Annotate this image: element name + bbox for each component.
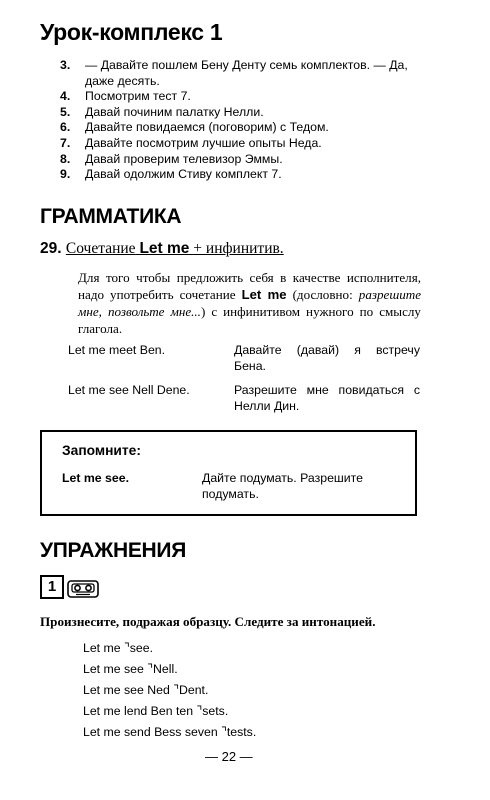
item-number: 5.: [60, 104, 71, 119]
list-item: [60, 136, 432, 152]
item-number: 3.: [60, 58, 71, 72]
item-text: Давай одолжим Стиву комплект 7.: [85, 167, 282, 182]
list-item: [60, 58, 432, 89]
example-en: Let me meet Ben.: [68, 343, 166, 357]
remember-en: Let me see.: [62, 471, 129, 485]
intonation-mark: ⌝: [173, 683, 179, 697]
topic-bold: Let me: [139, 240, 190, 257]
intonation-mark: ⌝: [196, 704, 203, 718]
item-number: 4.: [60, 89, 71, 104]
drill-item: [83, 725, 256, 739]
remember-title: Запомните:: [62, 443, 141, 458]
topic-number: 29.: [40, 240, 62, 257]
grammar-topic: [40, 240, 284, 258]
phrase-list: [60, 58, 432, 183]
item-text: Давай починим палатку Нелли.: [85, 104, 264, 119]
topic-rest: + инфинитив.: [193, 240, 284, 257]
list-item: [60, 89, 432, 105]
intonation-mark: ⌝: [124, 641, 130, 655]
list-item: [60, 105, 432, 121]
item-text: Посмотрим тест 7.: [85, 89, 191, 104]
cassette-icon: [67, 580, 99, 598]
intonation-mark: ⌝: [221, 725, 227, 739]
drill-stressed: see.: [129, 641, 154, 655]
intonation-mark: ⌝: [147, 662, 154, 676]
item-text: Давай проверим телевизор Эммы.: [85, 151, 283, 166]
remember-box: [40, 430, 417, 516]
item-number: 6.: [60, 120, 71, 135]
exercise-instruction: Произнесите, подражая образцу. Следите за интонацией.: [40, 614, 376, 629]
topic-text: Сочетание: [65, 240, 136, 257]
page-number: — 22 —: [205, 749, 253, 764]
item-number: 7.: [60, 135, 71, 150]
drill-item: [83, 704, 228, 718]
exercise-number: 1: [40, 575, 64, 599]
example-ru: Давайте (давай) я встречу Бена.: [234, 343, 420, 373]
para-italic: разрешите мне, позвольте мне...: [78, 287, 422, 319]
item-number: 8.: [60, 151, 71, 166]
topic-title: [66, 240, 284, 257]
grammar-heading: ГРАММАТИКА: [40, 205, 182, 228]
exercises-heading: УПРАЖНЕНИЯ: [40, 539, 186, 562]
drill-text: Let me send Bess seven: [83, 725, 218, 739]
para-text: ) с инфинитивом нужного по смыслу глагола.: [78, 304, 421, 336]
drill-stressed: Nell.: [153, 662, 178, 676]
drill-item: [83, 641, 153, 655]
item-number: 9.: [60, 167, 71, 182]
item-text: Давайте повидаемся (поговорим) с Тедом.: [85, 120, 329, 135]
drill-stressed: Dent.: [179, 683, 209, 697]
drill-item: [83, 683, 208, 697]
drill-stressed: sets.: [202, 704, 229, 718]
drill-text: Let me: [83, 641, 121, 655]
list-item: [60, 120, 432, 136]
para-bold: Let me: [241, 287, 287, 302]
drill-text: Let me lend Ben ten: [83, 704, 194, 718]
drill-text: Let me see Ned: [83, 683, 170, 697]
remember-ru: Дайте подумать. Разрешите подумать.: [202, 471, 363, 501]
list-item: [60, 167, 432, 183]
drill-text: Let me see: [83, 662, 144, 676]
item-text: — Давайте пошлем Бену Денту семь комплектов. — Да, даже десять.: [85, 58, 408, 88]
grammar-explanation: [78, 269, 421, 337]
list-item: [60, 152, 432, 168]
drill-stressed: tests.: [226, 725, 257, 739]
item-text: Давайте посмотрим лучшие опыты Неда.: [85, 135, 322, 150]
drill-item: [83, 662, 178, 676]
page-title: Урок-комплекс 1: [40, 19, 223, 45]
example-en: Let me see Nell Dene.: [68, 383, 190, 397]
para-text: Для того чтобы предложить себя в качестве исполнителя, надо употребить сочетание: [78, 270, 421, 302]
para-text: (дословно:: [292, 287, 353, 302]
example-ru: Разрешите мне повидаться с Нелли Дин.: [234, 383, 420, 413]
